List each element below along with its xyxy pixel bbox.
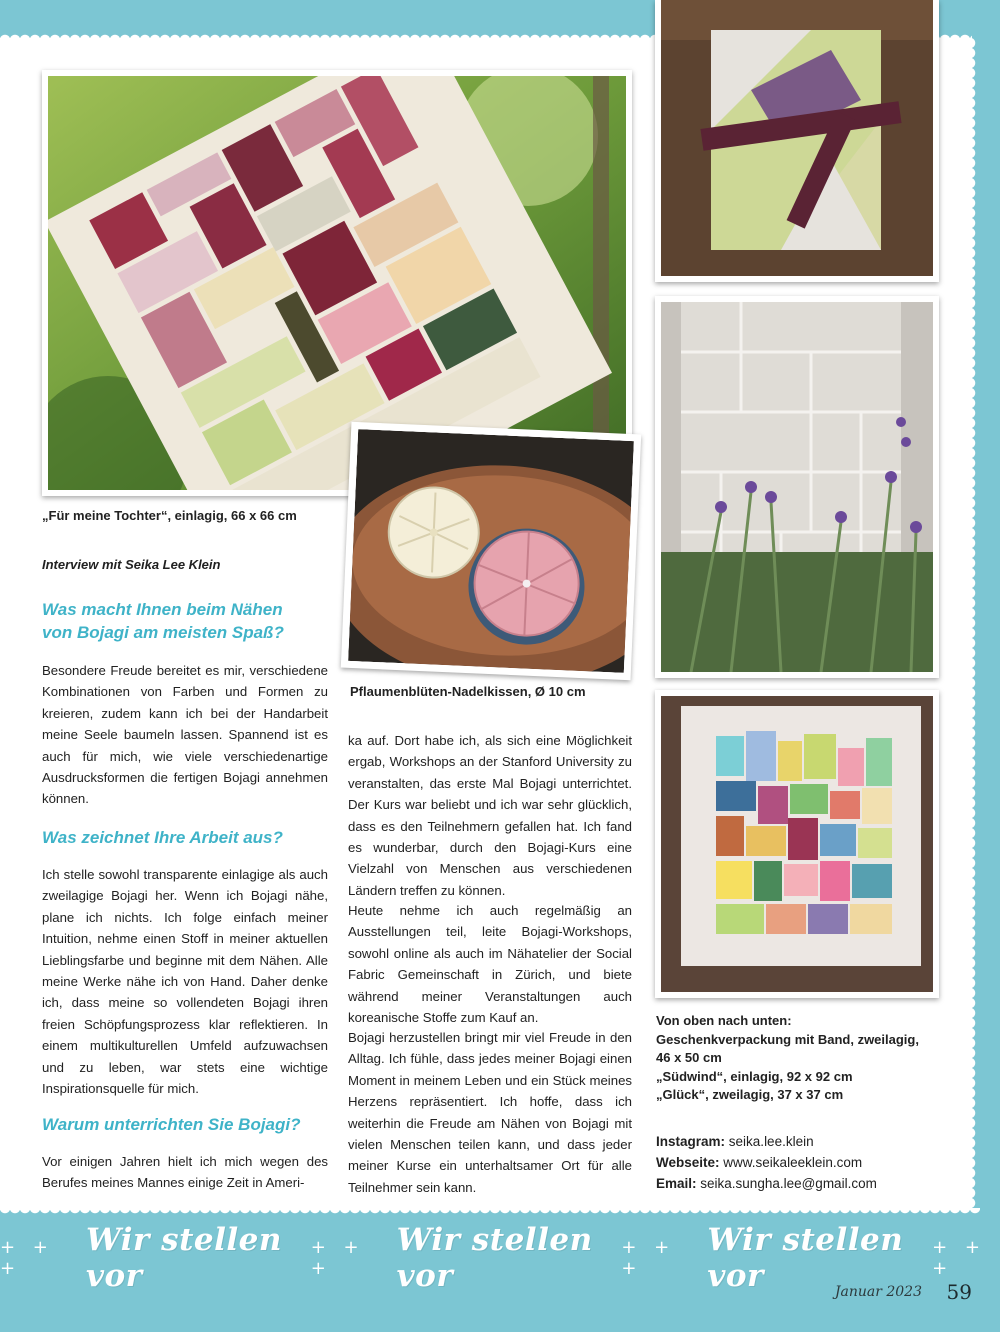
sidebar-line-4: „Südwind“, einlagig, 92 x 92 cm (656, 1068, 853, 1084)
scalloped-edge-bottom (0, 1208, 980, 1218)
banner-text-2: Wir stellen vor (396, 1222, 593, 1294)
caption-pincushion: Pflaumenblüten-Nadelkissen, Ø 10 cm (350, 684, 586, 699)
question-1-line-1: Was macht Ihnen beim Nähen (42, 600, 283, 619)
photo-geschenkverpackung (655, 0, 939, 282)
website-line: Webseite: www.seikaleeklein.com (656, 1155, 863, 1170)
gift-wrap-image (661, 0, 933, 276)
sidebar-line-1: Von oben nach unten: (656, 1013, 792, 1028)
answer-1: Besondere Freude bereitet es mir, verschiedene Kombinationen von Farben und Formen zu kreieren, zudem kann ich bei der Handarbeit meine Seele baumeln lassen. Spannend ist es auch für mich, wie viele verschiedenartige Ausdrucksformen die fertigen Bojagi annehmen können. (42, 663, 328, 807)
bojagi-image (48, 76, 626, 490)
scalloped-edge-right (970, 38, 980, 1210)
suedwind-image (661, 302, 933, 672)
question-1 (42, 598, 332, 644)
question-3: Warum unterrichten Sie Bojagi? (42, 1115, 301, 1134)
banner-plus-1: + + + (0, 1237, 54, 1279)
banner-text-3: Wir stellen vor (707, 1222, 904, 1294)
issue-month: Januar 2023 (834, 1284, 922, 1300)
photo-credits-sidebar (656, 1012, 956, 1105)
page-number: 59 (946, 1280, 972, 1304)
answer-4: Heute nehme ich auch regelmäßig an Ausstellungen teil, leite Bojagi-Workshops, sowohl online als auch im Nähatelier der Social Fabric Gemeinschaft in Zürich, und biete während meiner Veranstaltungen auch koreanische Stoffe zum Kauf an. (348, 903, 632, 1026)
email-link[interactable]: seika.sungha.lee@gmail.com (700, 1176, 877, 1191)
contact-info (656, 1131, 956, 1194)
interview-label: Interview mit Seika Lee Klein (42, 557, 221, 572)
question-1-line-2: von Bojagi am meisten Spaß? (42, 623, 284, 642)
sidebar-line-3: 46 x 50 cm (656, 1050, 722, 1065)
website-link[interactable]: www.seikaleeklein.com (723, 1155, 863, 1170)
photo-glueck (655, 690, 939, 998)
caption-main-photo: „Für meine Tochter“, einlagig, 66 x 66 cm (42, 508, 297, 523)
banner-plus-3: + + + (621, 1237, 676, 1279)
instagram-line: Instagram: seika.lee.klein (656, 1134, 814, 1149)
answer-3-part-2: ka auf. Dort habe ich, als sich eine Möglichkeit ergab, Workshops an der Stanford University zu veranstalten, das erste Mal Bojagi unterrichtet. Der Kurs war beliebt und ich war sehr glücklich, dass es den Teilnehmern gefallen hat. Ich fand es wunderbar, durch den Bojagi-Kurs eine Vielzahl von Menschen aus verschiedenen Ländern treffen zu können. (348, 733, 632, 898)
answer-3-part-1: Vor einigen Jahren hielt ich mich wegen des Berufes meines Mannes einige Zeit in Ameri- (42, 1154, 328, 1191)
pincushion-image (348, 429, 634, 673)
glueck-image (661, 696, 933, 992)
answer-5: Bojagi herzustellen bringt mir viel Freude in den Alltag. Ich fühle, dass jedes meiner Bojagi einen Moment in meinem Leben und ein Stück meines Herzens repräsentiert. Ich hoffe, dass ich weiterhin die Freude am Nähen von Bojagi mit vielen Menschen teilen kann, und dass jeder meiner Kurse ein unterhaltsamer Ort für alle Teilnehmer sein kann. (348, 1030, 632, 1195)
sidebar-line-5: „Glück“, zweilagig, 37 x 37 cm (656, 1087, 844, 1102)
photo-pflaumenblueten-nadelkissen (341, 422, 641, 680)
banner-plus-2: + + + (310, 1237, 365, 1279)
photo-suedwind (655, 296, 939, 678)
answer-2: Ich stelle sowohl transparente einlagige als auch zweilagige Bojagi her. Wenn ich Bojagi nähe, plane ich nichts. Ich folge einfach meiner Intuition, nehme einen Stoff in meiner aktuellen Lieblingsfarbe und beginne mit dem Nähen. Alle meine Werke nähe ich von Hand. Daher denke ich, dass meine so vollendeten Bojagi ihren freien Schöpfungsprozess klar reflektieren. In einem multikulturellen Umfeld aufzuwachsen und zu leben, war stets eine wichtige Inspirationsquelle für mich. (42, 867, 328, 1097)
instagram-handle[interactable]: seika.lee.klein (728, 1134, 814, 1149)
sidebar-line-2: Geschenkverpackung mit Band, zweilagig, (656, 1031, 919, 1047)
banner-plus-4: + + + (932, 1237, 986, 1279)
banner-text-1: Wir stellen vor (85, 1222, 282, 1294)
email-line: Email: seika.sungha.lee@gmail.com (656, 1176, 877, 1191)
question-2: Was zeichnet Ihre Arbeit aus? (42, 828, 283, 847)
